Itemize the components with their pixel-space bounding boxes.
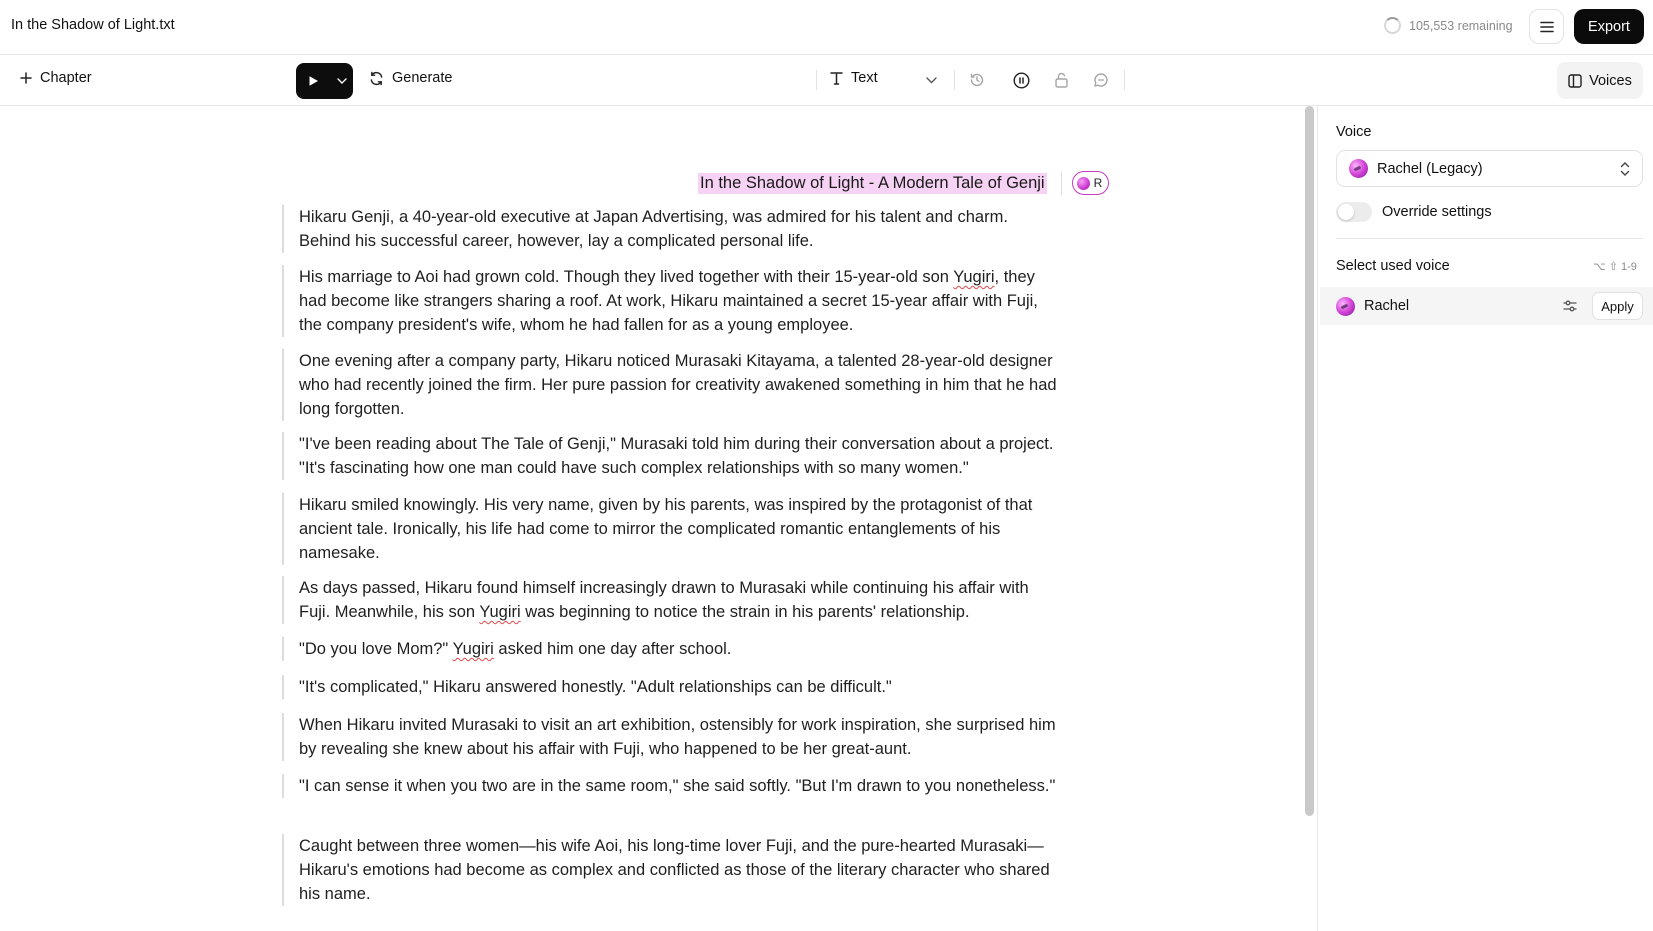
loading-spinner-icon (1384, 17, 1401, 34)
voice-label: Voice (1336, 124, 1372, 140)
text-mode-label: Text (851, 70, 878, 86)
voice-select[interactable] (1336, 150, 1643, 187)
misspelled-word: Yugiri (452, 640, 494, 658)
editor-scrollbar[interactable] (1305, 106, 1314, 816)
paragraph[interactable] (282, 834, 1062, 906)
paragraph[interactable] (282, 713, 1062, 761)
sidebar-panel-icon (1568, 74, 1582, 88)
keyboard-shortcut-hint: ⌥ ⇧ 1-9 (1593, 261, 1637, 273)
credits-remaining (1384, 17, 1513, 34)
comment-button[interactable] (1091, 70, 1111, 90)
generate-button[interactable] (369, 70, 452, 86)
paragraph[interactable] (282, 493, 1062, 565)
heading-divider (1061, 171, 1062, 195)
used-voice-name: Rachel (1364, 298, 1410, 314)
voice-selected-value: Rachel (Legacy) (1377, 160, 1483, 177)
top-bar (0, 0, 1653, 55)
voice-chip-initial: R (1093, 176, 1103, 190)
text-editor[interactable] (0, 106, 1318, 931)
lock-icon (1054, 72, 1069, 88)
paragraph[interactable] (282, 637, 1062, 661)
paragraph-text: As days passed, Hikaru found himself increasingly drawn to Murasaki while continuing his affair with Fuji. Meanwhile, his son (299, 579, 1029, 621)
menu-button[interactable] (1529, 9, 1564, 44)
plus-icon (20, 72, 32, 84)
play-button-group (296, 63, 353, 99)
toolbar-divider (954, 70, 955, 90)
history-button[interactable] (967, 70, 987, 90)
paragraph-text: asked him one day after school. (493, 640, 732, 658)
editor-toolbar (0, 55, 1653, 106)
play-options-button[interactable] (330, 63, 353, 99)
paragraph-text: When Hikaru invited Murasaki to visit an art exhibition, ostensibly for work inspiration, she surprised him by revealing she knew about his affair with Fuji, who happened to be her great-aunt. (299, 716, 1056, 758)
refresh-icon (369, 71, 384, 86)
paragraph-text: "I can sense it when you two are in the same room," she said softly. "But I'm drawn to you nonetheless." (299, 777, 1056, 795)
paragraph-text: "Do you love Mom?" (299, 640, 453, 658)
add-chapter-button[interactable] (20, 70, 92, 86)
chevron-updown-icon (1620, 161, 1630, 177)
history-icon (969, 72, 985, 88)
misspelled-word: Yugiri (953, 268, 995, 286)
text-mode-select[interactable] (830, 70, 940, 86)
used-voice-row[interactable] (1320, 287, 1653, 325)
paragraph-text: "I've been reading about The Tale of Genji," Murasaki told him during their conversation about a project. "It's fascinating how one man could have such complex relationships with so many women." (299, 435, 1054, 477)
document-title: In the Shadow of Light.txt (11, 17, 175, 33)
select-used-voice-label: Select used voice (1336, 258, 1450, 274)
voices-panel-toggle[interactable] (1557, 62, 1643, 99)
paragraph-text: Hikaru Genji, a 40-year-old executive at Japan Advertising, was admired for his talent and charm. Behind his successful career, however, lay a complicated personal life. (299, 208, 1008, 250)
comment-icon (1093, 72, 1109, 88)
paragraph[interactable] (282, 205, 1062, 253)
paragraph-text: "It's complicated," Hikaru answered honestly. "Adult relationships can be difficult." (299, 678, 892, 696)
paragraph-text: His marriage to Aoi had grown cold. Though they lived together with their 15-year-old son (299, 268, 954, 286)
export-button[interactable]: Export (1574, 9, 1644, 44)
paragraph[interactable] (282, 432, 1062, 480)
voices-panel (1318, 106, 1653, 931)
chapter-label: Chapter (40, 70, 92, 86)
voice-avatar-icon (1336, 297, 1355, 316)
generate-label: Generate (392, 70, 453, 86)
paragraph[interactable] (282, 265, 1062, 337)
chevron-down-icon (926, 70, 937, 90)
paragraph[interactable] (282, 675, 1062, 699)
pause-button[interactable] (1011, 70, 1031, 90)
override-settings-toggle[interactable] (1336, 202, 1372, 222)
pause-icon (1013, 72, 1030, 89)
paragraph-text: Hikaru smiled knowingly. His very name, given by his parents, was inspired by the protagonist of that ancient tale. Ironically, his life had come to mirror the complicated romantic entanglements of his namesake. (299, 496, 1033, 562)
chapter-heading[interactable]: In the Shadow of Light - A Modern Tale of Genji (700, 173, 1045, 192)
paragraph-text: was beginning to notice the strain in his parents' relationship. (520, 603, 970, 621)
paragraph-text: , they had become like strangers sharing a roof. At work, Hikaru maintained a secret 15-year affair with Fuji, the company president's wife, whom he had fallen for as a young employee. (299, 268, 1038, 334)
panel-separator (1336, 238, 1643, 239)
paragraph[interactable] (282, 576, 1062, 624)
play-icon (308, 75, 319, 87)
voice-avatar-icon (1077, 177, 1090, 190)
override-settings-row (1336, 202, 1492, 222)
chevron-down-icon (337, 78, 347, 84)
heading-voice-chip[interactable] (1072, 171, 1110, 195)
toolbar-divider (1124, 70, 1125, 90)
paragraph-text: Caught between three women—his wife Aoi, his long-time lover Fuji, and the pure-hearted Murasaki—Hikaru's emotions had become as complex and conflicted as those of the literary character who shared his name. (299, 837, 1050, 903)
sliders-icon[interactable] (1562, 298, 1578, 314)
remaining-text: 105,553 remaining (1409, 18, 1513, 33)
apply-voice-button[interactable]: Apply (1592, 292, 1643, 320)
text-format-icon (830, 71, 843, 85)
toolbar-divider (816, 70, 817, 90)
lock-button[interactable] (1051, 70, 1071, 90)
misspelled-word: Yugiri (479, 603, 521, 621)
override-settings-label: Override settings (1382, 204, 1492, 220)
chapter-heading-row (698, 171, 1109, 195)
play-button[interactable] (296, 63, 330, 99)
paragraph-text: One evening after a company party, Hikaru noticed Murasaki Kitayama, a talented 28-year-old designer who had recently joined the firm. Her pure passion for creativity awakened something in him that he had long forgotten. (299, 352, 1057, 418)
voices-label: Voices (1589, 72, 1632, 89)
paragraph[interactable] (282, 774, 1062, 798)
voice-avatar-icon (1349, 159, 1368, 178)
hamburger-icon (1540, 21, 1554, 33)
paragraph[interactable] (282, 349, 1062, 421)
